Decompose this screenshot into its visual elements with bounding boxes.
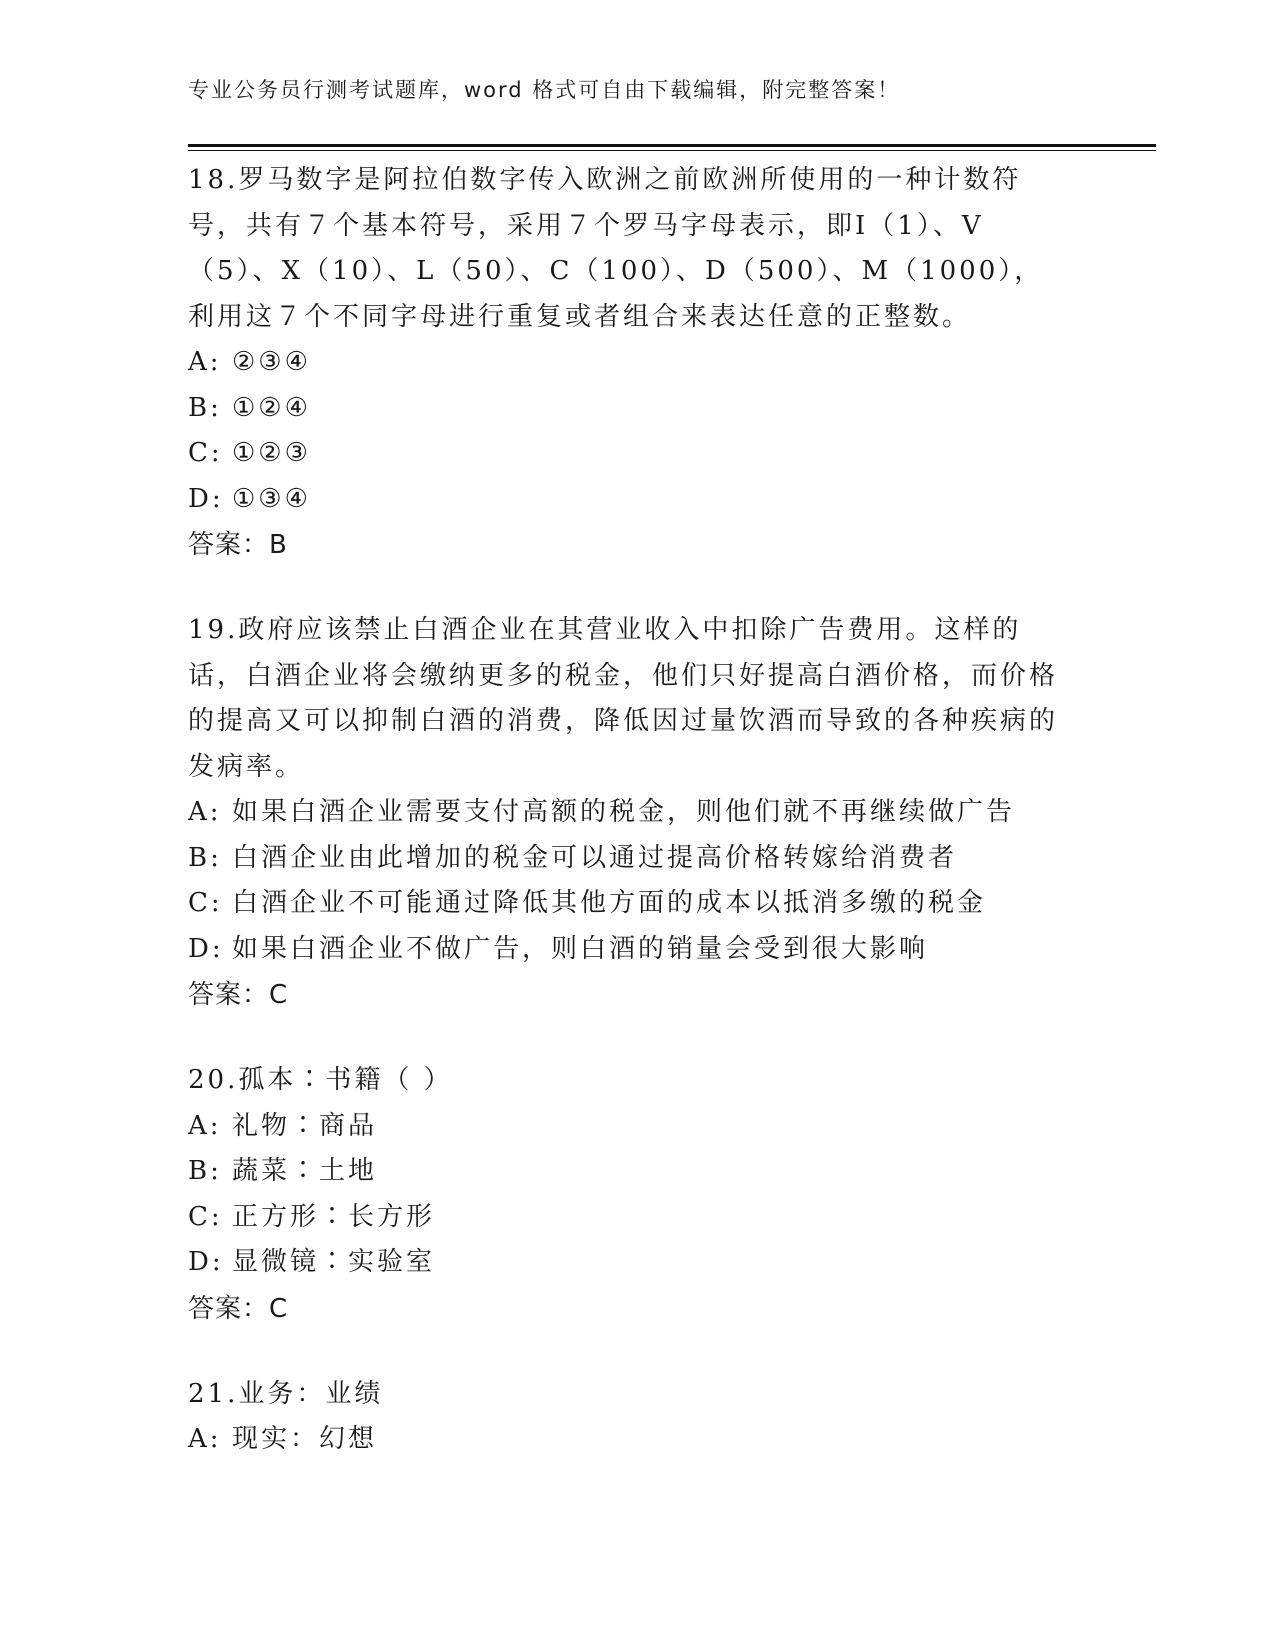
option-a [188,790,1068,836]
page-header: 专业公务员行测考试题库，word 格式可自由下载编辑，附完整答案！ [188,78,901,102]
option-key: A: [188,797,222,827]
option-text: 如果白酒企业不做广告，则白酒的销量会受到很大影响 [232,933,929,964]
option-b [188,386,1068,432]
option-c [188,1195,1068,1241]
question-stem: 19.政府应该禁止白酒企业在其营业收入中扣除广告费用。这样的话，白酒企业将会缴纳更多的税金，他们只好提高白酒价格，而价格的提高又可以抑制白酒的消费，降低因过量饮酒而导致的各种疾病的发病率。 [188,615,1059,782]
question-stem: 21.业务：业绩 [188,1378,384,1409]
answer-line: 答案：C [188,1293,289,1324]
answer-line: 答案：C [188,980,289,1010]
answer-line: 答案：B [188,530,288,560]
option-a [188,340,1068,386]
option-text: ①②③ [232,438,311,468]
question-stem: 18.罗马数字是阿拉伯数字传入欧洲之前欧洲所使用的一种计数符号，共有７个基本符号，采用７个罗马字母表示，即Ⅰ（1）、Ⅴ（5）、Ⅹ（10）、L（50）、C（100）、D（500）、M（1000），利用这７个不同字母进行重复或者组合来表达任意的正整数。 [188,165,1044,332]
question-21 [188,1372,1068,1463]
option-key: A: [188,347,222,377]
option-key: B: [188,842,222,873]
option-a [188,1417,1068,1463]
option-key: A: [188,1110,222,1141]
option-key: D: [188,1247,224,1277]
option-text: 蔬菜∶土地 [232,1156,378,1186]
option-key: B: [188,392,222,423]
option-key: C: [188,888,223,918]
option-a [188,1104,1068,1150]
option-d [188,477,1068,523]
option-text: ①③④ [232,483,311,514]
question-19 [188,608,1068,1018]
option-text: 如果白酒企业需要支付高额的税金，则他们就不再继续做广告 [232,797,1016,827]
option-text: 白酒企业不可能通过降低其他方面的成本以抵消多缴的税金 [232,888,987,918]
option-key: D: [188,933,224,964]
option-key: B: [188,1156,222,1186]
header-rule-thick [188,144,1156,147]
option-text: ①②④ [232,392,311,423]
option-c [188,431,1068,477]
option-key: D: [188,483,224,514]
question-stem: 20.孤本∶书籍（ ） [188,1065,453,1095]
option-b [188,836,1068,882]
option-b [188,1149,1068,1195]
option-text: ②③④ [232,347,311,377]
option-text: 礼物∶商品 [232,1110,378,1141]
question-18 [188,158,1068,568]
option-text: 显微镜∶实验室 [232,1247,436,1277]
option-key: C: [188,438,223,468]
question-20 [188,1058,1068,1332]
option-key: A: [188,1424,222,1454]
option-c [188,881,1068,927]
question-list [188,158,1068,1503]
header-rule-thin [188,150,1156,151]
option-text: 现实：幻想 [232,1424,378,1454]
option-text: 正方形∶长方形 [232,1201,436,1232]
option-d [188,1240,1068,1286]
option-text: 白酒企业由此增加的税金可以通过提高价格转嫁给消费者 [232,842,958,873]
option-key: C: [188,1201,223,1232]
option-d [188,927,1068,973]
